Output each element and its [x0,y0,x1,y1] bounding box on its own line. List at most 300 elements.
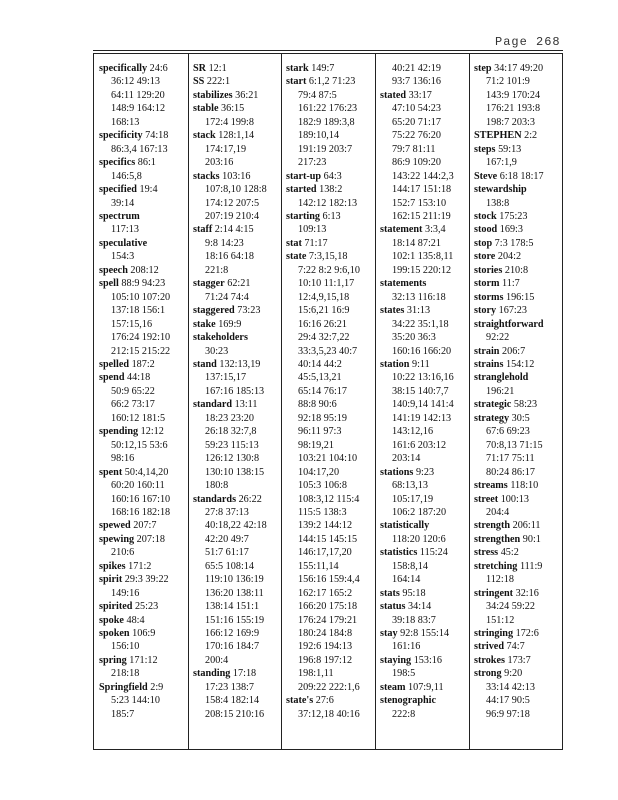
index-refs-continued: 96:9 97:18 [486,708,530,720]
index-term: spell [99,278,119,290]
index-term: spent [99,466,123,478]
index-refs: 58:23 [513,399,538,411]
index-refs-continued: 88:8 90:6 [298,399,337,411]
index-entry [380,62,468,75]
index-term: stack [193,130,216,142]
index-term: spewed [99,520,131,532]
index-term: strategy [474,412,510,424]
index-refs-continued: 198:5 [392,668,416,680]
index-term: standing [193,668,231,680]
index-refs-continued: 149:16 [111,587,140,599]
index-refs: 206:11 [512,520,541,532]
index-entry [380,546,468,559]
index-column-1 [99,62,187,721]
index-entry [99,425,187,438]
index-refs-continued: 79:4 87:5 [298,89,337,101]
index-entry [193,398,281,411]
index-entry [193,62,281,75]
index-term: spikes [99,560,126,572]
index-term: statement [380,224,423,236]
index-refs: 196:15 [505,291,535,303]
index-refs-continued: 18:23 23:20 [205,412,254,424]
index-refs-continued: 161:22 176:23 [298,103,358,115]
index-term: state [286,251,307,263]
index-refs-continued: 140:9,14 141:4 [392,399,454,411]
index-refs-continued: 207:19 210:4 [205,210,260,222]
index-entry [380,519,468,532]
index-term: statements [380,278,427,290]
index-entry [474,129,562,142]
index-term: specifically [99,63,148,74]
index-term: step [474,63,492,74]
index-refs: 45:2 [500,547,519,559]
index-refs: 24:6 [149,63,168,74]
index-refs-continued: 106:2 187:20 [392,506,447,518]
index-refs-continued: 200:4 [205,654,229,666]
index-term: stations [380,466,414,478]
index-term: SR [193,63,207,74]
index-refs-continued: 65:5 108:14 [205,560,254,572]
index-refs: 7:3 178:5 [494,237,534,249]
index-term: stress [474,547,499,559]
index-refs-continued: 80:24 86:17 [486,466,535,478]
index-refs-continued: 17:23 138:7 [205,681,254,693]
index-refs: 204:2 [497,251,522,263]
index-refs-continued: 50:9 65:22 [111,385,155,397]
index-entry [474,627,562,640]
index-term: storms [474,291,504,303]
index-refs-continued: 144:15 145:15 [298,533,358,545]
index-entry [193,667,281,680]
index-refs-continued: 96:11 97:3 [298,426,342,438]
index-refs-continued: 27:8 37:13 [205,506,249,518]
index-term: spewing [99,533,135,545]
index-entry [380,304,468,317]
index-entry [474,170,562,183]
index-term: strengthen [474,533,521,545]
index-entry [193,223,281,236]
index-refs-continued: 167:1,9 [486,157,517,169]
index-refs: 13:11 [234,399,258,411]
index-refs-continued: 65:14 76:17 [298,385,347,397]
index-entry [99,277,187,290]
index-refs-continued: 185:7 [111,708,135,720]
index-entry [99,358,187,371]
index-refs: 11:7 [502,278,520,290]
index-refs-continued: 146:5,8 [111,170,142,182]
index-term: stakeholders [193,332,248,344]
index-entry [286,694,374,707]
index-refs-continued: 9:8 14:23 [205,237,244,249]
index-entry [474,264,562,277]
index-refs: 111:9 [519,560,543,572]
index-entry [99,183,187,196]
index-refs: 175:23 [499,210,528,222]
index-entry [99,627,187,640]
index-refs-continued: 152:7 153:10 [392,197,447,209]
index-entry [380,466,468,479]
index-refs: 95:18 [402,587,426,599]
index-entry [380,681,468,694]
index-entry [193,102,281,115]
index-refs-continued: 143:22 144:2,3 [392,170,454,182]
index-refs-continued: 12:4,9,15,18 [298,291,350,303]
index-entry [99,533,187,546]
index-term: stop [474,237,493,249]
column-divider [375,54,376,749]
index-term: Steve [474,170,498,182]
index-entry [99,654,187,667]
index-refs-continued: 222:8 [392,708,416,720]
index-refs-continued: 172:4 199:8 [205,116,254,128]
index-refs-continued: 70:8,13 71:15 [486,439,543,451]
index-entry [474,358,562,371]
index-refs-continued: 71:17 75:11 [486,453,535,465]
index-term: stats [380,587,400,599]
index-term: spring [99,654,127,666]
index-refs-continued: 35:20 36:3 [392,332,436,344]
index-refs-continued: 40:18,22 42:18 [205,520,267,532]
column-divider [188,54,189,749]
index-entry [474,345,562,358]
index-refs: 106:9 [132,628,156,640]
index-refs-continued: 157:15,16 [111,318,153,330]
index-refs-continued: 16:16 26:21 [298,318,347,330]
index-refs-continued: 141:19 142:13 [392,412,452,424]
index-refs: 128:1,14 [218,130,255,142]
index-entry [193,304,281,317]
index-entry [99,614,187,627]
index-entry [99,466,187,479]
index-refs-continued: 40:14 44:2 [298,358,342,370]
index-refs-continued: 161:6 203:12 [392,439,447,451]
index-refs: 30:5 [511,412,530,424]
index-refs: 115:24 [419,547,448,559]
index-entry [474,183,562,196]
index-term: start-up [286,170,322,182]
index-refs: 36:21 [235,89,259,101]
index-entry [380,587,468,600]
index-entry [193,493,281,506]
index-column-5 [474,62,562,721]
index-entry [99,237,187,250]
index-refs-continued: 39:18 83:7 [392,614,436,626]
index-term: stand [193,358,217,370]
index-refs-continued: 108:3,12 115:4 [298,493,360,505]
index-refs-continued: 86:3,4 167:13 [111,143,168,155]
index-refs: 74:18 [145,130,169,142]
index-refs-continued: 208:15 210:16 [205,708,265,720]
index-refs-continued: 192:6 194:13 [298,641,353,653]
index-refs: 169:3 [499,224,523,236]
index-refs-continued: 34:24 59:22 [486,601,535,613]
index-entry [380,627,468,640]
index-refs-continued: 198:7 203:3 [486,116,535,128]
index-refs-continued: 218:18 [111,668,140,680]
index-term: speculative [99,237,148,249]
index-refs: 172:6 [515,628,539,640]
index-term: stretching [474,560,518,572]
index-refs: 48:4 [126,614,145,626]
index-refs-continued: 64:11 129:20 [111,89,165,101]
index-entry [193,170,281,183]
index-refs-continued: 71:2 101:9 [486,76,530,88]
index-refs-continued: 212:15 215:22 [111,345,171,357]
index-refs-continued: 51:7 61:17 [205,547,249,559]
index-refs: 25:23 [134,601,159,613]
index-entry [286,250,374,263]
index-refs: 12:12 [140,426,164,438]
index-refs-continued: 71:24 74:4 [205,291,249,303]
index-term: steps [474,143,496,155]
index-entry [474,546,562,559]
index-entry [99,519,187,532]
index-refs-continued: 146:17,17,20 [298,547,352,559]
index-refs-continued: 180:8 [205,480,229,492]
index-term: start [286,76,307,88]
index-refs: 44:18 [127,372,151,384]
index-term: stewardship [474,184,527,196]
index-refs-continued: 60:20 160:11 [111,480,165,492]
index-entry [286,75,374,88]
column-divider [281,54,282,749]
index-refs: 33:17 [408,89,432,101]
index-refs-continued: 39:14 [111,197,135,209]
index-entry [380,654,468,667]
index-refs-continued: 15:6,21 16:9 [298,305,350,317]
index-term: specificity [99,130,143,142]
index-refs-continued: 167:16 185:13 [205,385,265,397]
index-refs-continued: 105:10 107:20 [111,291,171,303]
index-refs-continued: 130:10 138:15 [205,466,265,478]
index-entry [99,129,187,142]
index-refs: 27:6 [315,695,334,707]
index-refs-continued: 10:22 13:16,16 [392,372,454,384]
index-term: spirited [99,601,133,613]
index-table [93,53,563,750]
index-term: spectrum [99,210,140,222]
index-term: stood [474,224,498,236]
index-refs: 173:7 [507,654,531,666]
index-refs-continued: 93:7 136:16 [392,76,441,88]
index-refs: 17:18 [232,668,257,680]
index-refs: 7:3,15,18 [308,251,348,263]
index-refs: 207:7 [133,520,157,532]
index-term: strokes [474,654,505,666]
index-refs-continued: 10:10 11:1,17 [298,278,355,290]
index-refs-continued: 139:2 144:12 [298,520,353,532]
index-refs-continued: 160:16 167:10 [111,493,171,505]
index-term: stable [193,103,219,115]
index-column-2 [193,62,281,721]
index-entry [99,681,187,694]
index-refs: 34:17 49:20 [494,63,544,74]
index-refs: 138:2 [319,184,343,196]
index-refs-continued: 136:20 138:11 [205,587,264,599]
index-refs: 107:9,11 [408,681,444,693]
index-refs-continued: 154:3 [111,251,135,263]
index-refs-continued: 204:4 [486,506,510,518]
index-term: spirit [99,574,123,586]
index-refs-continued: 138:14 151:1 [205,601,260,613]
index-refs-continued: 158:4 182:14 [205,695,260,707]
index-term: street [474,493,499,505]
index-entry [286,62,374,75]
index-refs-continued: 189:10,14 [298,130,340,142]
index-refs-continued: 217:23 [298,157,327,169]
index-refs: 222:1 [206,76,231,88]
index-refs: 2:9 [150,681,164,693]
index-term: state's [286,695,314,707]
index-term: strived [474,641,504,653]
index-term: started [286,184,317,196]
index-term: stake [193,318,216,330]
index-refs-continued: 30:23 [205,345,229,357]
index-refs: 103:16 [222,170,251,182]
index-term: stabilizes [193,89,233,101]
index-term: staggered [193,305,235,317]
index-refs-continued: 209:22 222:1,6 [298,681,360,693]
index-refs: 171:12 [129,654,158,666]
index-refs: 64:3 [323,170,342,182]
index-term: story [474,305,497,317]
index-entry [474,533,562,546]
index-entry [193,277,281,290]
index-refs: 132:13,19 [219,358,261,370]
index-refs: 171:2 [128,560,152,572]
index-entry [474,519,562,532]
index-entry [99,156,187,169]
index-term: stringing [474,628,514,640]
index-entry [193,75,281,88]
index-term: steam [380,681,406,693]
index-refs-continued: 109:13 [298,224,327,236]
index-refs-continued: 50:12,15 53:6 [111,439,168,451]
index-entry [474,398,562,411]
index-refs-continued: 162:17 165:2 [298,587,353,599]
index-refs-continued: 79:7 81:11 [392,143,436,155]
index-refs: 210:8 [504,264,529,276]
index-term: standards [193,493,237,505]
index-term: strain [474,345,500,357]
index-term: stated [380,89,407,101]
index-refs: 187:2 [131,358,155,370]
index-entry [474,640,562,653]
index-refs-continued: 176:21 193:8 [486,103,541,115]
index-term: strength [474,520,511,532]
page-number: Page 268 [495,35,561,49]
index-refs-continued: 156:10 [111,641,140,653]
index-refs-continued: 103:21 104:10 [298,453,358,465]
index-refs: 118:10 [510,480,539,492]
index-term: stagger [193,278,225,290]
index-refs-continued: 162:15 211:19 [392,210,451,222]
index-refs-continued: 66:2 73:17 [111,399,155,411]
index-entry [286,237,374,250]
index-refs: 100:13 [500,493,529,505]
index-entry [474,250,562,263]
index-term: stenographic [380,695,437,707]
index-refs: 154:12 [505,358,535,370]
index-refs-continued: 18:16 64:18 [205,251,254,263]
index-refs-continued: 138:8 [486,197,510,209]
index-refs-continued: 180:24 184:8 [298,628,353,640]
index-refs: 34:14 [408,601,432,613]
index-refs-continued: 65:20 71:17 [392,116,441,128]
index-term: standard [193,399,233,411]
index-refs-continued: 176:24 179:21 [298,614,358,626]
index-entry [286,210,374,223]
index-refs: 19:4 [139,184,158,196]
index-refs-continued: 98:19,21 [298,439,334,451]
index-refs-continued: 38:15 140:7,7 [392,385,449,397]
index-refs-continued: 59:23 115:13 [205,439,259,451]
index-entry [99,210,187,223]
index-term: statistics [380,547,418,559]
index-term: speech [99,264,128,276]
index-refs-continued: 137:15,17 [205,372,247,384]
index-refs-continued: 168:13 [111,116,140,128]
index-term: stat [286,237,302,249]
index-refs: 9:20 [504,668,523,680]
index-entry [193,331,281,344]
index-refs-continued: 143:12,16 [392,426,434,438]
index-term: stark [286,63,309,74]
column-divider [469,54,470,749]
index-entry [193,129,281,142]
index-term: statistically [380,520,430,532]
index-refs-continued: 161:16 [392,641,421,653]
index-refs-continued: 26:18 32:7,8 [205,426,257,438]
index-entry [474,587,562,600]
index-entry [380,600,468,613]
index-refs: 26:22 [238,493,262,505]
index-refs-continued: 160:12 181:5 [111,412,166,424]
index-refs-continued: 164:14 [392,574,421,586]
index-entry [193,358,281,371]
index-refs: 90:1 [522,533,541,545]
index-refs-continued: 143:9 170:24 [486,89,541,101]
index-refs: 206:7 [502,345,526,357]
index-refs-continued: 86:9 109:20 [392,157,441,169]
index-entry [380,277,468,290]
index-entry [193,318,281,331]
index-refs: 36:15 [221,103,245,115]
index-term: SS [193,76,205,88]
index-refs-continued: 37:12,18 40:16 [298,708,360,720]
index-refs-continued: 44:17 90:5 [486,695,530,707]
index-entry [474,237,562,250]
index-refs: 169:9 [218,318,242,330]
index-refs-continued: 196:21 [486,385,515,397]
index-entry [99,573,187,586]
index-entry [99,371,187,384]
index-term: strains [474,358,504,370]
index-refs: 29:3 39:22 [124,574,169,586]
index-refs-continued: 203:16 [205,157,234,169]
index-term: stories [474,264,503,276]
index-entry [99,264,187,277]
index-term: strong [474,668,502,680]
index-refs: 9:23 [415,466,435,478]
index-term: states [380,305,405,317]
index-refs: 74:7 [506,641,525,653]
index-refs-continued: 158:8,14 [392,560,428,572]
index-term: Springfield [99,681,148,693]
index-term: stacks [193,170,220,182]
index-entry [474,493,562,506]
index-entry [474,277,562,290]
